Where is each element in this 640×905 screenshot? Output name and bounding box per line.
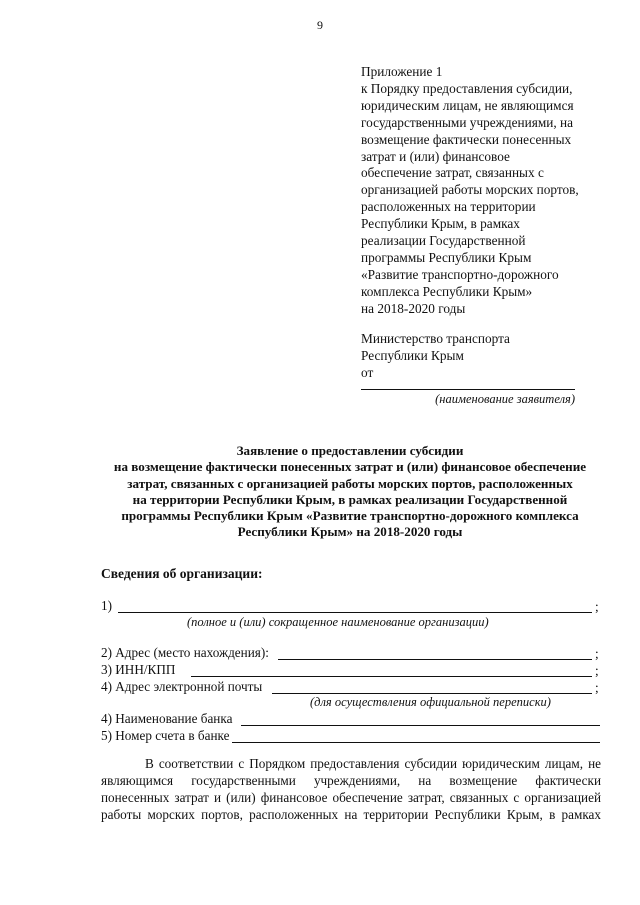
address-label: 2) Адрес (место нахождения): (101, 645, 269, 660)
appendix-line: «Развитие транспортно-дорожного (361, 266, 559, 282)
page-number: 9 (317, 18, 323, 32)
appendix-line: реализации Государственной (361, 233, 526, 249)
inn-kpp-blank[interactable] (191, 676, 592, 677)
appendix-line: возмещение фактически понесенных (361, 131, 572, 147)
organization-name-caption: (полное и (или) сокращенное наименование организации) (187, 615, 489, 629)
email-caption: (для осуществления официальной переписки) (310, 695, 551, 709)
semicolon: ; (595, 663, 599, 678)
title-line: на возмещение фактически понесенных затрат и (или) финансовое обеспечение (113, 459, 587, 475)
applicant-caption: (наименование заявителя) (435, 392, 575, 406)
addressee-line: от (361, 365, 374, 380)
body-paragraph (101, 755, 601, 823)
paragraph-line: понесенных затрат и (или) финансовое обеспечение затрат, связанных с организацией (101, 790, 601, 806)
appendix-block (361, 64, 631, 318)
appendix-line: комплекса Республики Крым» (361, 283, 533, 299)
bank-name-label: 4) Наименование банка (101, 711, 233, 726)
title-line: программы Республики Крым «Развитие транспортно-дорожного комплекса (121, 508, 579, 524)
appendix-line: к Порядку предоставления субсидии, (361, 80, 573, 96)
addressee-line: Республики Крым (361, 348, 464, 363)
appendix-line: на 2018-2020 годы (361, 300, 466, 316)
semicolon: ; (595, 599, 599, 614)
email-blank[interactable] (272, 693, 592, 694)
paragraph-line: работы морских портов, расположенных на территории Республики Крым, в рамках (101, 807, 601, 823)
address-blank[interactable] (278, 659, 592, 660)
appendix-line: государственными учреждениями, на (361, 114, 574, 130)
appendix-line: Приложение 1 (361, 64, 443, 79)
paragraph-line: являющимся государственными учреждениями, на возмещение фактически (101, 773, 601, 789)
bank-name-blank[interactable] (241, 725, 600, 726)
email-label: 4) Адрес электронной почты (101, 679, 263, 694)
appendix-line: организацией работы морских портов, (361, 182, 579, 198)
title-line: затрат, связанных с организацией работы морских портов, расположенных (127, 475, 573, 491)
account-number-label: 5) Номер счета в банке (101, 728, 230, 743)
semicolon: ; (595, 646, 599, 661)
title-line: на территории Республики Крым, в рамках реализации Государственной (132, 491, 568, 507)
title-line: Заявление о предоставлении субсидии (236, 443, 464, 458)
account-number-blank[interactable] (232, 742, 600, 743)
document-title (60, 443, 640, 541)
section-heading: Сведения об организации: (101, 566, 263, 581)
appendix-line: Республики Крым, в рамках (361, 216, 520, 232)
addressee-block (361, 330, 510, 381)
paragraph-line: В соответствии с Порядком предоставления субсидии юридическим лицам, не (145, 756, 601, 771)
semicolon: ; (595, 680, 599, 695)
inn-kpp-label: 3) ИНН/КПП (101, 662, 176, 677)
applicant-name-blank[interactable] (361, 389, 575, 390)
appendix-line: юридическим лицам, не являющимся (361, 97, 574, 113)
title-line: Республики Крым» на 2018-2020 годы (237, 524, 463, 540)
appendix-line: затрат и (или) финансовое (361, 148, 510, 164)
field-1-label: 1) (101, 598, 112, 613)
appendix-line: программы Республики Крым (361, 249, 532, 265)
appendix-line: обеспечение затрат, связанных с (361, 165, 544, 181)
appendix-line: расположенных на территории (361, 199, 536, 215)
addressee-line: Министерство транспорта (361, 331, 510, 346)
organization-name-blank[interactable] (118, 612, 592, 613)
